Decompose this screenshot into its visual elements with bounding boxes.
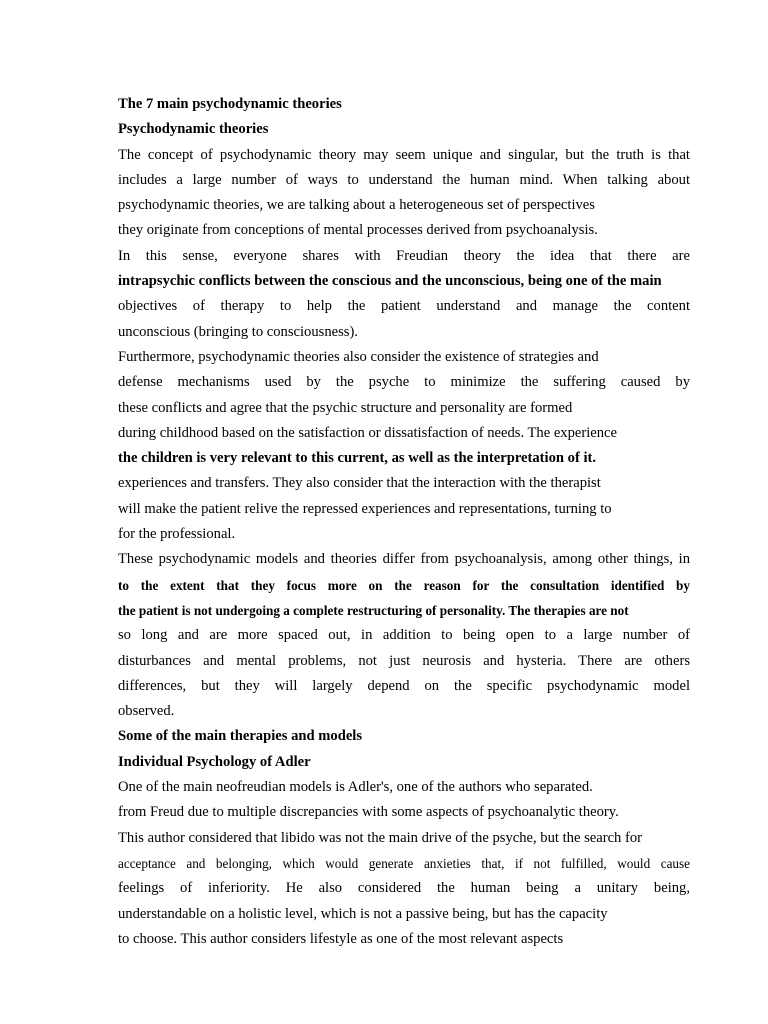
text-line: defense mechanisms used by the psyche to minimize the suffering caused by bbox=[118, 374, 690, 391]
text-line: The 7 main psychodynamic theories bbox=[118, 96, 342, 112]
text-line: The concept of psychodynamic theory may seem unique and singular, but the truth is that bbox=[118, 146, 690, 163]
document-page bbox=[118, 92, 690, 952]
text-line: from Freud due to multiple discrepancies with some aspects of psychoanalytic theory. bbox=[118, 804, 619, 821]
text-line: Some of the main therapies and models bbox=[118, 728, 363, 745]
text-line: will make the patient relive the repressed experiences and representations, turning to bbox=[118, 500, 612, 517]
text-line: Individual Psychology of Adler bbox=[118, 753, 311, 770]
text-line: so long and are more spaced out, in addition to being open to a large number of bbox=[118, 627, 690, 644]
text-line: In this sense, everyone shares with Freudian theory the idea that there are bbox=[118, 247, 690, 264]
text-line: feelings of inferiority. He also considered the human being a unitary being, bbox=[118, 880, 690, 897]
text-line: This author considered that libido was not the main drive of the psyche, but the search for bbox=[118, 829, 643, 846]
text-line: the patient is not undergoing a complete restructuring of personality. The therapies are not bbox=[118, 602, 629, 618]
text-line: objectives of therapy to help the patient understand and manage the content bbox=[118, 298, 690, 315]
text-line: differences, but they will largely depend on the specific psychodynamic model bbox=[118, 677, 690, 694]
text-line: acceptance and belonging, which would generate anxieties that, if not fulfilled, would cause bbox=[118, 855, 690, 871]
text-line: these conflicts and agree that the psychic structure and personality are formed bbox=[118, 399, 573, 416]
text-line: psychodynamic theories, we are talking about a heterogeneous set of perspectives bbox=[118, 197, 595, 214]
text-line: for the professional. bbox=[118, 526, 236, 543]
text-line: during childhood based on the satisfaction or dissatisfaction of needs. The experience bbox=[118, 424, 618, 441]
text-line: unconscious (bringing to consciousness). bbox=[118, 323, 358, 340]
text-line: One of the main neofreudian models is Adler's, one of the authors who separated. bbox=[118, 779, 593, 796]
text-line: observed. bbox=[118, 703, 175, 720]
text-line: intrapsychic conflicts between the conscious and the unconscious, being one of the main bbox=[118, 273, 662, 290]
text-line: Psychodynamic theories bbox=[118, 121, 269, 138]
text-line: experiences and transfers. They also consider that the interaction with the therapist bbox=[118, 475, 601, 492]
text-line: Furthermore, psychodynamic theories also consider the existence of strategies and bbox=[118, 348, 599, 365]
text-line: disturbances and mental problems, not just neurosis and hysteria. There are others bbox=[118, 652, 690, 669]
text-line: includes a large number of ways to understand the human mind. When talking about bbox=[118, 171, 690, 188]
text-line: understandable on a holistic level, which is not a passive being, but has the capacity bbox=[118, 905, 608, 922]
text-line: to choose. This author considers lifestyle as one of the most relevant aspects bbox=[118, 930, 564, 947]
text-line: to the extent that they focus more on the reason for the consultation identified by bbox=[118, 577, 690, 593]
text-line: the children is very relevant to this current, as well as the interpretation of it. bbox=[118, 450, 597, 467]
text-line: they originate from conceptions of mental processes derived from psychoanalysis. bbox=[118, 222, 598, 239]
text-line: These psychodynamic models and theories differ from psychoanalysis, among other things, in bbox=[118, 551, 690, 568]
